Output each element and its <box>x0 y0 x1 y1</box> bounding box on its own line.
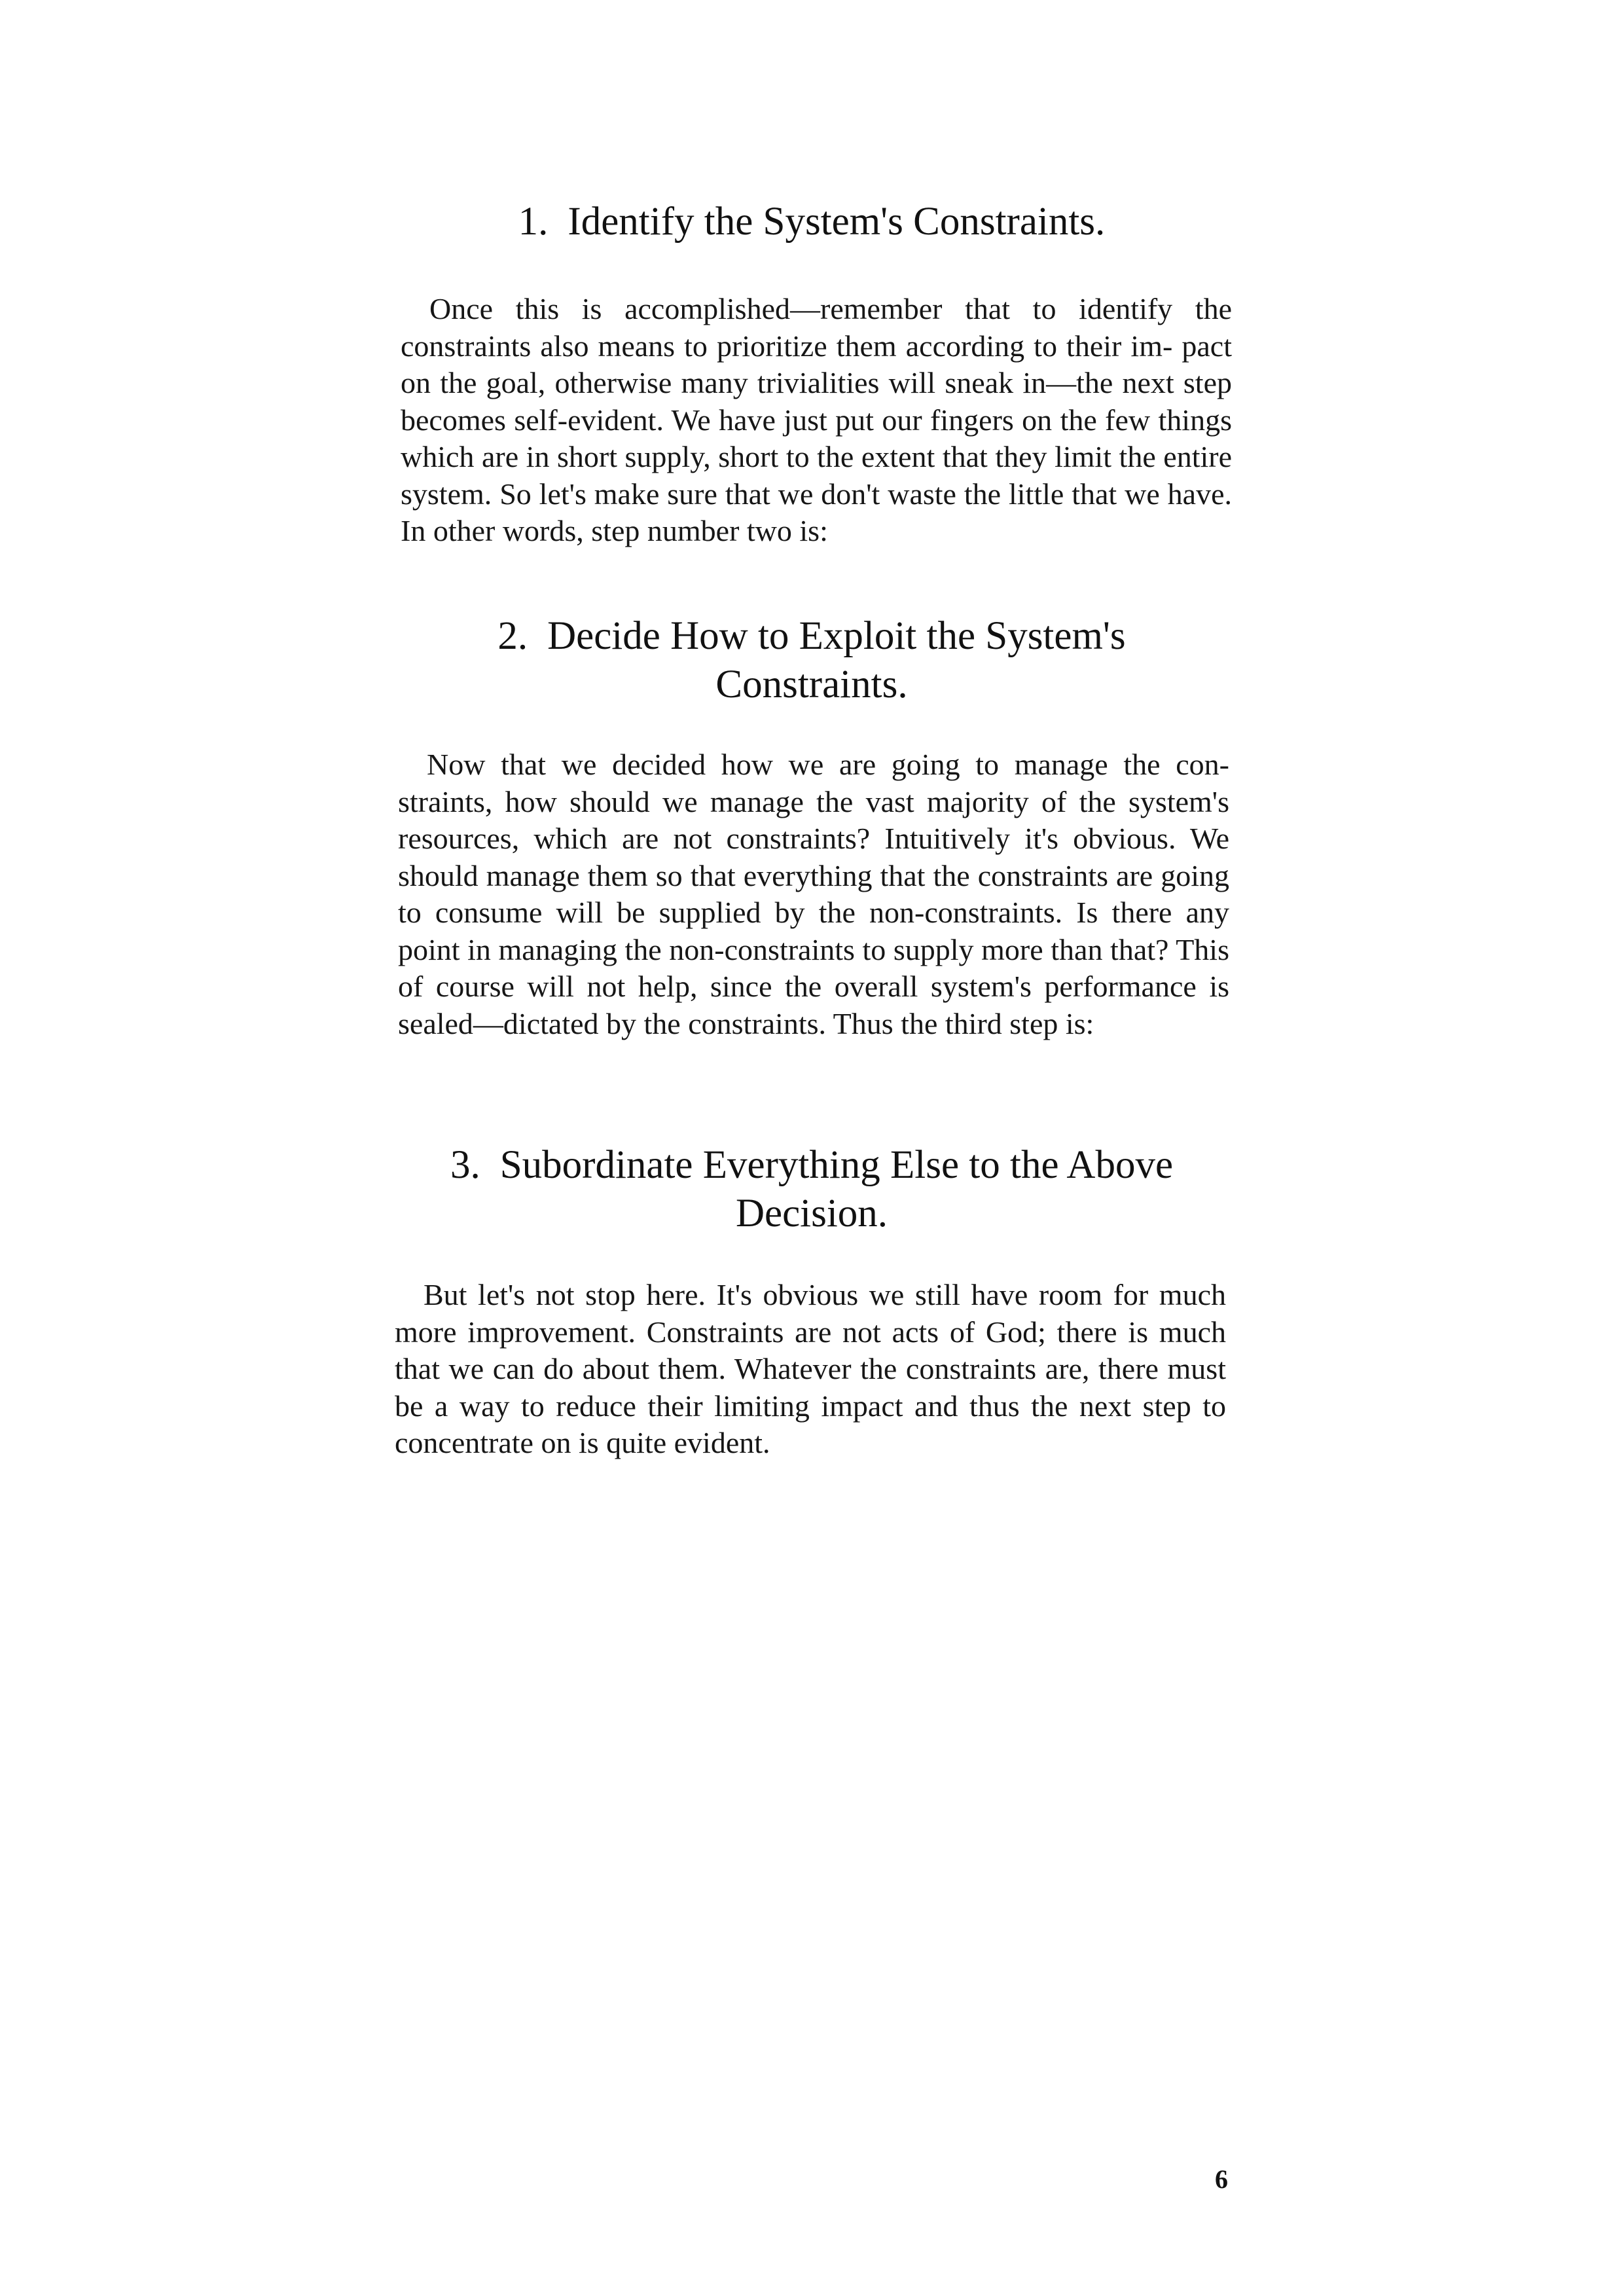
step-2-title-line-2: Constraints. <box>715 663 908 706</box>
paragraph-1-text: Once this is accomplished—remember that to identify the constraints also means to prioritize them according to their im- pact on the goal, otherwise many trivialities will sneak in—the next step becomes self-evident. We have just put our fingers on the few things which are in short supply, short to the extent that they limit the entire system. So let's make sure that we don't waste the little that we have. In other words, step number two is: <box>401 292 1232 547</box>
step-3-title-line-1: Subordinate Everything Else to the Above <box>499 1143 1174 1187</box>
paragraph-2 <box>398 746 1229 1042</box>
page-number: 6 <box>1215 2164 1228 2194</box>
step-3-heading <box>353 1141 1270 1238</box>
paragraph-2-text: Now that we decided how we are going to manage the con- straints, how should we manage the vast majority of the system's resources, which are not constraints? Intuitively it's obvious. We should manage them so that everything that the constraints are going to consume will be supplied by the non-constraints. Is there any point in managing the non-constraints to supply more than that? This of course will not help, since the overall system's performance is sealed—dictated by the constraints. Thus the third step is: <box>398 748 1229 1040</box>
step-2-title-line-1: Decide How to Exploit the System's <box>547 614 1126 658</box>
paragraph-1 <box>401 291 1232 550</box>
step-3-title-line-2: Decision. <box>735 1192 888 1235</box>
step-1-title: Identify the System's Constraints. <box>568 200 1106 244</box>
paragraph-3-text: But let's not stop here. It's obvious we still have room for much more improvement. Constraints are not acts of God; there is much that we can do about them. Whatever the constraints are, there must be a way to reduce their limiting impact and thus the next step to concentrate on is quite evident. <box>395 1278 1226 1459</box>
step-1-heading <box>353 198 1270 246</box>
step-3-number: 3. <box>450 1143 480 1187</box>
step-1-number: 1. <box>518 200 549 244</box>
paragraph-3 <box>395 1277 1226 1462</box>
step-2-heading <box>353 612 1270 709</box>
step-2-number: 2. <box>497 614 528 658</box>
